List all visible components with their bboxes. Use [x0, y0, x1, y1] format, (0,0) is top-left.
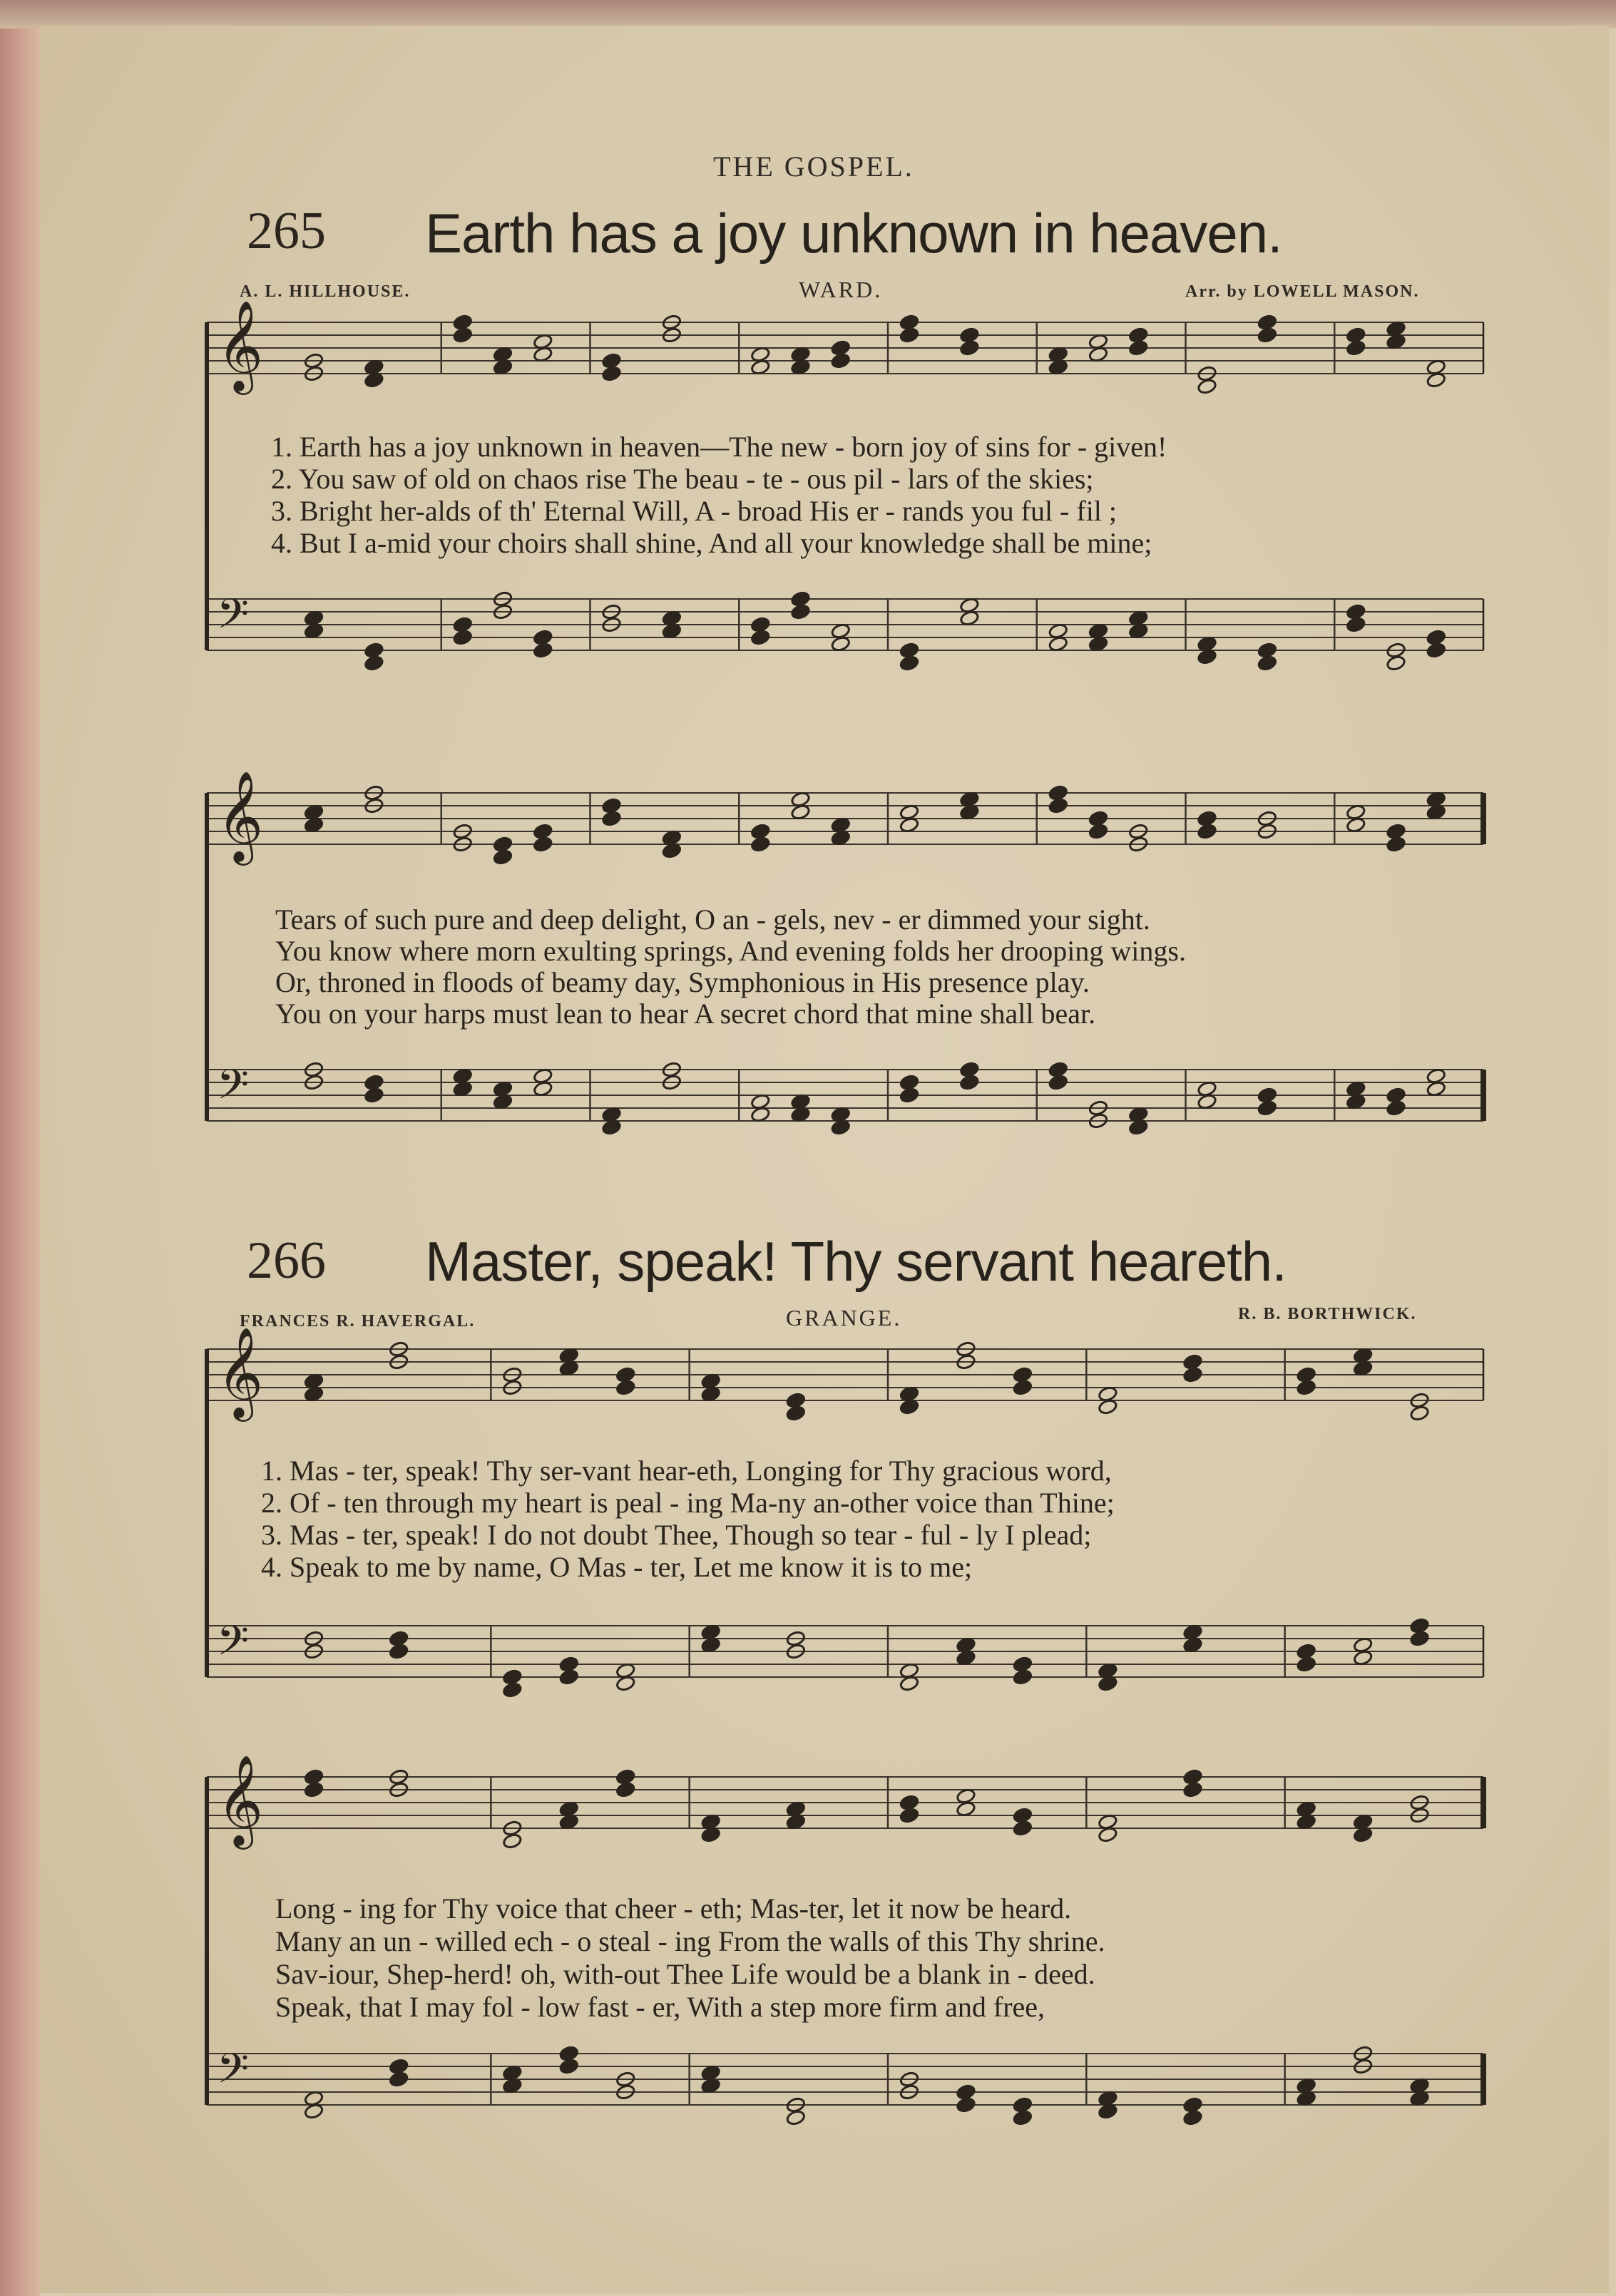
verse-line: You know where morn exulting springs, And evening folds her drooping wings.: [275, 935, 1186, 967]
verse-line: Sav-iour, Shep-herd! oh, with-out Thee Life would be a blank in - deed.: [275, 1958, 1095, 1990]
bass-notes: [304, 1061, 1446, 1135]
treble-clef-icon: 𝄞: [217, 1326, 264, 1418]
hymn-tune: GRANGE.: [786, 1305, 902, 1331]
verse-line: 1. Earth has a joy unknown in heaven—The new - born joy of sins for - given!: [271, 431, 1167, 463]
treble-notes: [304, 784, 1446, 865]
page-top-edge: [0, 0, 1616, 29]
hymn-title: Earth has a joy unknown in heaven.: [425, 202, 1282, 265]
verse-line: 1. Mas - ter, speak! Thy ser-vant hear-eth, Longing for Thy gracious word,: [261, 1455, 1112, 1487]
verse-block-265-2: [275, 904, 1186, 1030]
treble-notes: [304, 1341, 1430, 1421]
treble-clef-icon: 𝄞: [217, 1754, 264, 1845]
bass-notes: [304, 2045, 1430, 2126]
verse-line: Many an un - willed ech - o steal - ing From the walls of this Thy shrine.: [275, 1925, 1105, 1957]
verse-line: 4. But I a-mid your choirs shall shine, And all your knowledge shall be mine;: [271, 527, 1152, 559]
verse-line: Tears of such pure and deep delight, O an - gels, nev - er dimmed your sight.: [275, 903, 1150, 936]
bass-notes: [304, 1617, 1430, 1698]
verse-block-266-2: [275, 1892, 1105, 2024]
hymn-author: A. L. HILLHOUSE.: [240, 282, 411, 301]
hymn-arranger: R. B. BORTHWICK.: [1238, 1305, 1417, 1323]
verse-line: 3. Bright her-alds of th' Eternal Will, A - broad His er - rands you ful - fil ;: [271, 495, 1118, 527]
book-binding-edge: [0, 0, 40, 2296]
verse-line: Speak, that I may fol - low fast - er, With a step more firm and free,: [275, 1991, 1045, 2023]
verse-line: Or, throned in floods of beamy day, Symphonious in His presence play.: [275, 966, 1090, 998]
hymn-author: FRANCES R. HAVERGAL.: [240, 1312, 476, 1331]
verse-line: Long - ing for Thy voice that cheer - eth; Mas-ter, let it now be heard.: [275, 1892, 1072, 1925]
hymn-tune: WARD.: [799, 277, 883, 302]
verse-block-266-1: [261, 1455, 1115, 1583]
verse-line: 2. Of - ten through my heart is peal - ing Ma-ny an-other voice than Thine;: [261, 1487, 1115, 1519]
treble-clef-icon: 𝄞: [217, 299, 264, 391]
bass-clef-icon: 𝄢: [217, 2044, 250, 2103]
bass-notes: [304, 590, 1446, 671]
bass-clef-icon: 𝄢: [217, 1060, 250, 1119]
bass-clef-icon: 𝄢: [217, 1616, 250, 1675]
verse-line: 3. Mas - ter, speak! I do not doubt Thee, Though so tear - ful - ly I plead;: [261, 1519, 1092, 1551]
verse-line: You on your harps must lean to hear A secret chord that mine shall bear.: [275, 998, 1096, 1030]
bass-clef-icon: 𝄢: [217, 590, 250, 648]
hymn-title: Master, speak! Thy servant heareth.: [425, 1230, 1287, 1293]
verse-line: 2. You saw of old on chaos rise The beau - te - ous pil - lars of the skies;: [271, 463, 1094, 495]
treble-notes: [304, 314, 1446, 394]
verse-block-265-1: [271, 431, 1167, 559]
treble-clef-icon: 𝄞: [217, 770, 264, 861]
treble-notes: [304, 1768, 1430, 1849]
hymn-number: 266: [247, 1231, 326, 1290]
hymn-number: 265: [247, 202, 326, 260]
hymn-arranger: Arr. by LOWELL MASON.: [1185, 282, 1420, 301]
page-header: THE GOSPEL.: [713, 150, 914, 183]
verse-line: 4. Speak to me by name, O Mas - ter, Let me know it is to me;: [261, 1551, 973, 1583]
